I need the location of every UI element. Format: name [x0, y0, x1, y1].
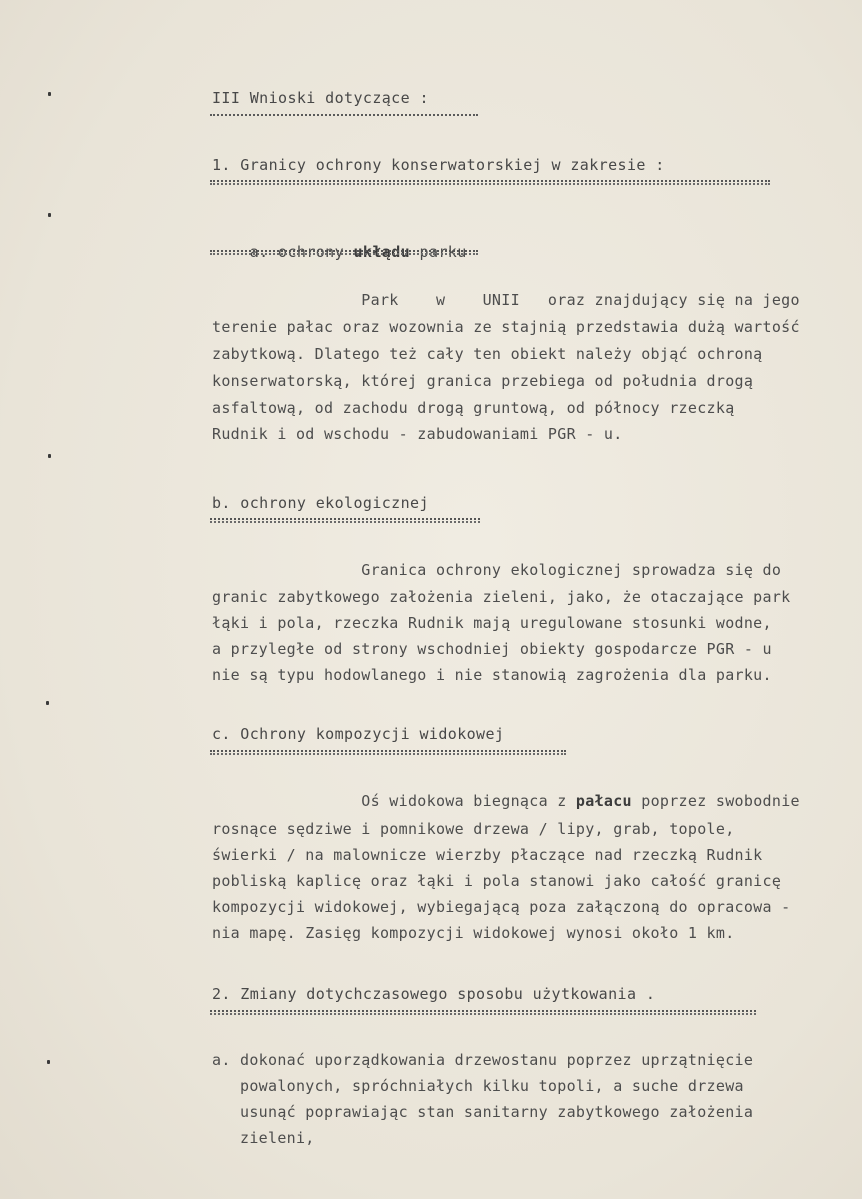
- paragraph-line: asfaltową, od zachodu drogą gruntową, od północy rzeczką: [212, 399, 735, 417]
- paragraph-line: Park w UNII oraz znajdujący się na jego: [212, 291, 800, 309]
- paragraph-line: a przyległe od strony wschodniej obiekty gospodarcze PGR - u: [212, 640, 772, 658]
- margin-mark: [46, 701, 49, 705]
- subsection-a-heading-bold: ukłądu: [353, 243, 411, 261]
- subsection-a-heading-prefix: a. ochrony: [249, 243, 354, 261]
- section-1-underline: [210, 180, 770, 182]
- paragraph-line: rosnące sędziwe i pomnikowe drzewa / lipy, grab, topole,: [212, 820, 735, 838]
- paragraph-line: pobliską kaplicę oraz łąki i pola stanowi jako całość granicę: [212, 872, 782, 890]
- subsection-b-heading: b. ochrony ekologicznej: [212, 494, 429, 512]
- paragraph-line: [212, 792, 800, 810]
- paragraph-line: a. dokonać uporządkowania drzewostanu poprzez uprzątnięcie: [212, 1051, 754, 1069]
- paragraph-line: powalonych, spróchniałych kilku topoli, a suche drzewa: [212, 1077, 744, 1095]
- subsection-b-underline: [210, 518, 480, 520]
- paragraph-line: konserwatorską, której granica przebiega od południa drogą: [212, 372, 754, 390]
- paragraph-line: świerki / na malownicze wierzby płaczące nad rzeczką Rudnik: [212, 846, 763, 864]
- paragraph-line: zieleni,: [212, 1129, 315, 1147]
- subsection-c-underline: [210, 750, 566, 752]
- subsection-a-heading: [212, 225, 467, 279]
- section-1-heading: 1. Granicy ochrony konserwatorskiej w zakresie :: [212, 156, 665, 174]
- subsection-c-heading: c. Ochrony kompozycji widokowej: [212, 725, 505, 743]
- paragraph-line: nie są typu hodowlanego i nie stanowią zagrożenia dla parku.: [212, 666, 772, 684]
- emphasized-word: pałacu: [575, 792, 632, 810]
- section-2-underline: [210, 1010, 756, 1012]
- document-title: III Wnioski dotyczące :: [212, 89, 429, 107]
- paragraph-line: kompozycji widokowej, wybiegającą poza załączoną do opracowa -: [212, 898, 791, 916]
- paragraph-line-text: Oś widokowa biegnąca z pałacu poprzez swobodnie: [212, 792, 800, 810]
- paragraph-line: łąki i pola, rzeczka Rudnik mają uregulowane stosunki wodne,: [212, 614, 772, 632]
- subsection-a-heading-suffix: parku: [410, 243, 467, 261]
- margin-mark: [48, 454, 51, 458]
- subsection-a-underline: [210, 250, 478, 252]
- paragraph-line: nia mapę. Zasięg kompozycji widokowej wynosi około 1 km.: [212, 924, 735, 942]
- margin-mark: [48, 92, 51, 96]
- margin-mark: [48, 213, 51, 217]
- title-underline: [210, 114, 478, 116]
- paragraph-line: terenie pałac oraz wozownia ze stajnią przedstawia dużą wartość: [212, 318, 800, 336]
- margin-mark: [47, 1060, 50, 1064]
- section-2-heading: 2. Zmiany dotychczasowego sposobu użytkowania .: [212, 985, 656, 1003]
- paragraph-line: granic zabytkowego założenia zieleni, jako, że otaczające park: [212, 588, 791, 606]
- paragraph-line: Granica ochrony ekologicznej sprowadza się do: [212, 561, 782, 579]
- paragraph-line: Rudnik i od wschodu - zabudowaniami PGR - u.: [212, 425, 623, 443]
- paragraph-line: zabytkową. Dlatego też cały ten obiekt należy objąć ochroną: [212, 345, 763, 363]
- paragraph-line: usunąć poprawiając stan sanitarny zabytkowego założenia: [212, 1103, 754, 1121]
